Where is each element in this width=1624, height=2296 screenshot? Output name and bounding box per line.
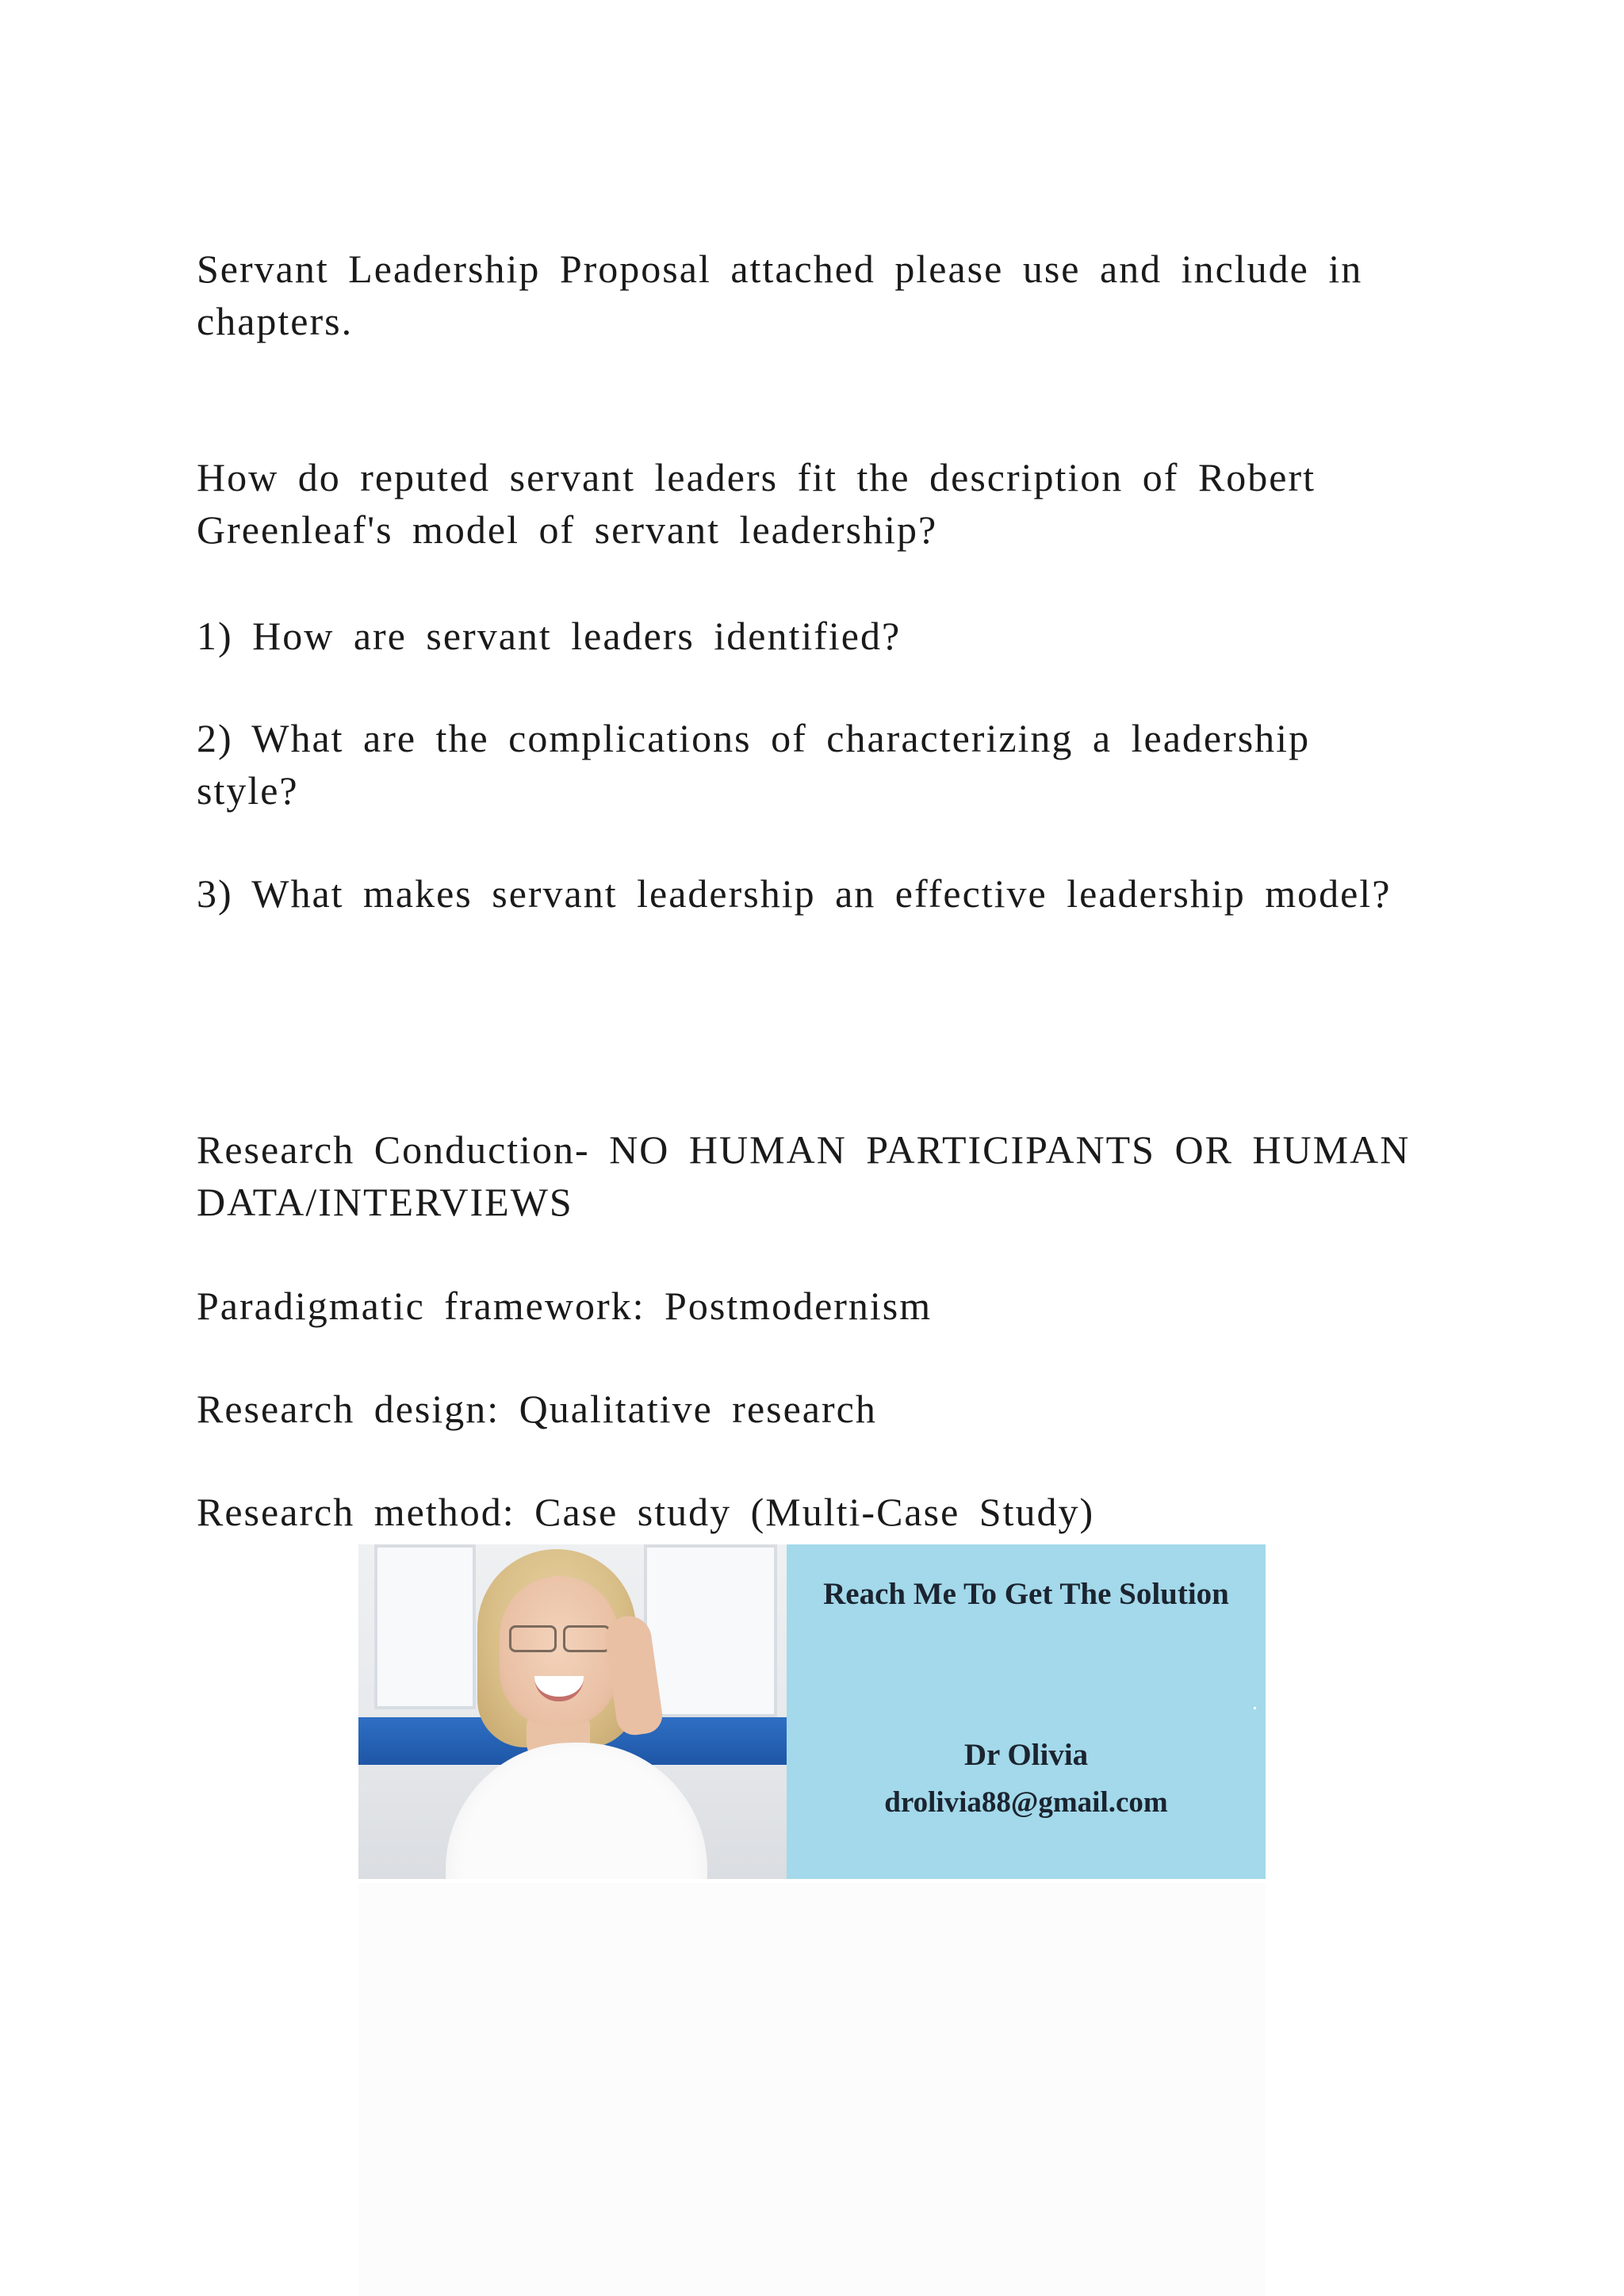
research-conduction: Research Conduction- NO HUMAN PARTICIPANTS OR HUMAN DATA/INTERVIEWS — [197, 1127, 1411, 1224]
sub-question-2: 2) What are the complications of characterizing a leadership style? — [197, 716, 1311, 813]
contact-name: Dr Olivia — [963, 1738, 1089, 1772]
woman-photo — [358, 1544, 787, 1879]
research-method: Research method: Case study (Multi-Case Study) — [197, 1490, 1095, 1534]
contact-ad-banner[interactable] — [358, 1544, 1266, 1879]
sub-question-1: 1) How are servant leaders identified? — [197, 614, 902, 658]
paradigmatic-framework: Paradigmatic framework: Postmodernism — [197, 1284, 933, 1328]
research-design: Research design: Qualitative research — [197, 1387, 877, 1431]
sub-question-3: 3) What makes servant leadership an effective leadership model? — [197, 871, 1392, 916]
research-question: How do reputed servant leaders fit the description of Robert Greenleaf's model of servant leadership? — [197, 455, 1316, 552]
contact-email[interactable]: drolivia88@gmail.com — [884, 1786, 1168, 1819]
contact-panel — [787, 1544, 1266, 1879]
banner-headline: Reach Me To Get The Solution — [823, 1577, 1229, 1611]
intro-paragraph: Servant Leadership Proposal attached please use and include in chapters. — [197, 247, 1363, 343]
blank-area — [358, 1883, 1266, 2296]
